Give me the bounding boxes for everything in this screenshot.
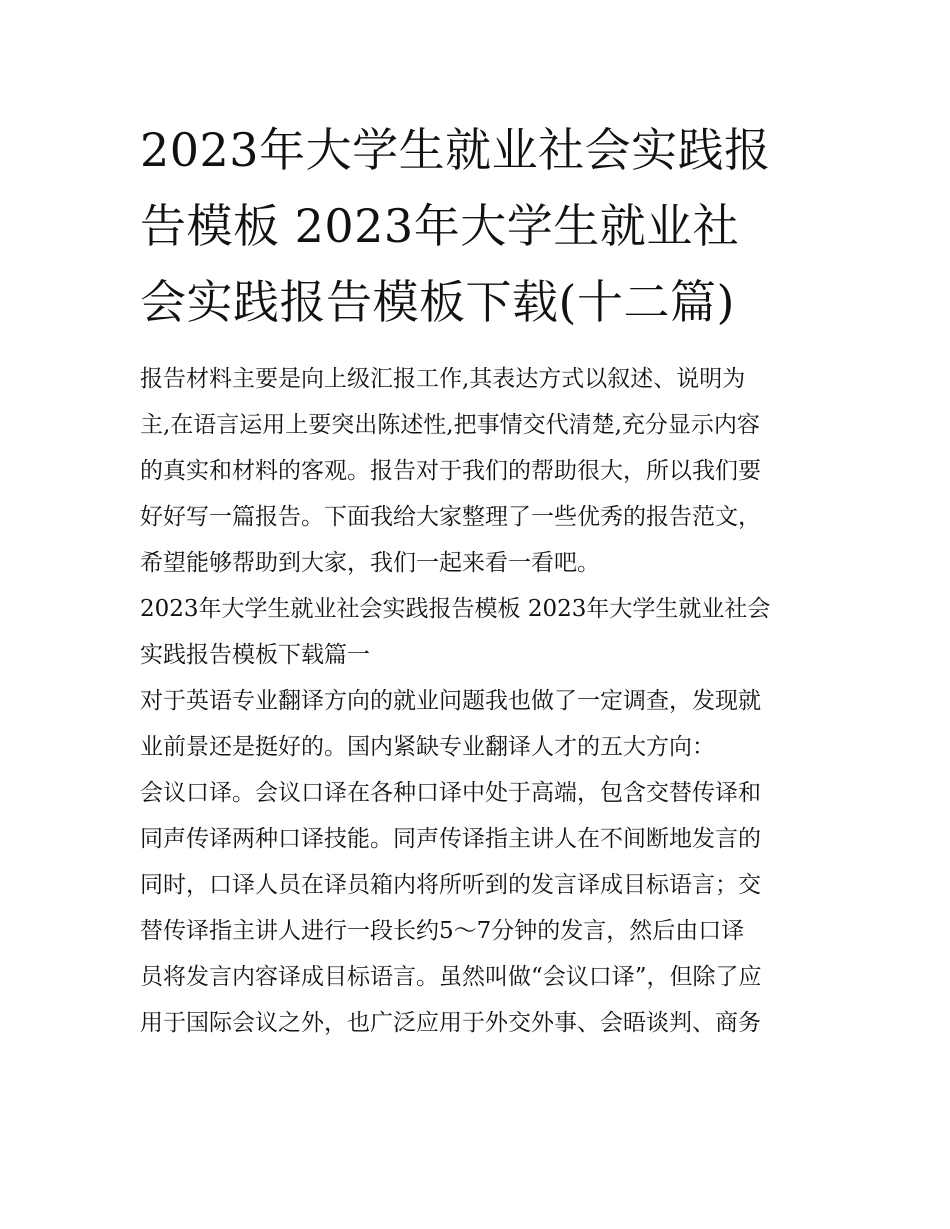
title-line: 2023年大学生就业社会实践报 — [140, 123, 771, 177]
section-heading-line: 实践报告模板下载篇一 — [140, 642, 370, 668]
title-line: 告模板 2023年大学生就业社 — [140, 199, 740, 253]
section-heading-line: 2023年大学生就业社会实践报告模板 2023年大学生就业社会 — [140, 596, 771, 622]
body-line: 希望能够帮助到大家，我们一起来看一看吧。 — [140, 550, 600, 576]
document-title — [140, 112, 812, 340]
body-line: 用于国际会议之外，也广泛应用于外交外事、会晤谈判、商务 — [140, 1010, 761, 1036]
body-line: 员将发言内容译成目标语言。虽然叫做“会议口译”，但除了应 — [140, 964, 762, 990]
body-line: 报告材料主要是向上级汇报工作,其表达方式以叙述、说明为 — [140, 366, 746, 392]
body-line: 的真实和材料的客观。报告对于我们的帮助很大，所以我们要 — [140, 458, 761, 484]
body-line: 同时，口译人员在译员箱内将所听到的发言译成目标语言；交 — [140, 872, 761, 898]
body-line: 对于英语专业翻译方向的就业问题我也做了一定调查，发现就 — [140, 688, 761, 714]
body-line: 会议口译。会议口译在各种口译中处于高端，包含交替传译和 — [140, 780, 761, 806]
body-line: 好好写一篇报告。下面我给大家整理了一些优秀的报告范文， — [140, 504, 761, 530]
body-line: 业前景还是挺好的。国内紧缺专业翻译人才的五大方向： — [140, 734, 715, 760]
body-line: 替传译指主讲人进行一段长约5～7分钟的发言，然后由口译 — [140, 918, 745, 944]
body-line: 主,在语言运用上要突出陈述性,把事情交代清楚,充分显示内容 — [140, 412, 760, 438]
document-body — [140, 356, 812, 1046]
body-line: 同声传译两种口译技能。同声传译指主讲人在不间断地发言的 — [140, 826, 761, 852]
title-line: 会实践报告模板下载(十二篇) — [140, 275, 735, 329]
